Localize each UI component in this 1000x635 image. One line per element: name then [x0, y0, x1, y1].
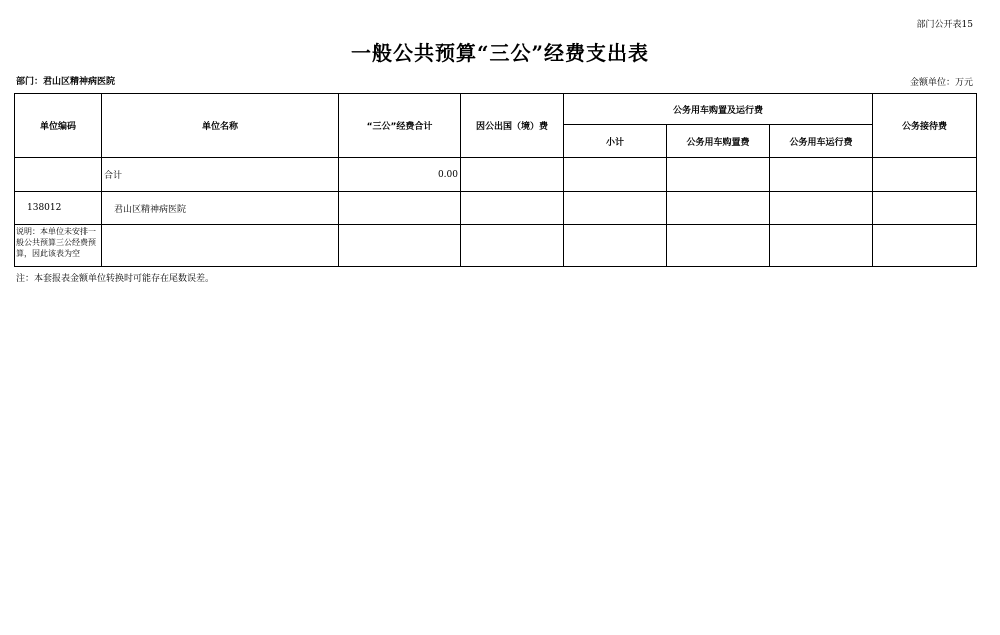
cell-note-empty: [770, 225, 873, 267]
cell-note-empty: [339, 225, 461, 267]
column-header-vehicle-subtotal: 小计: [564, 125, 667, 158]
column-header-vehicle-operation: 公务用车运行费: [770, 125, 873, 158]
table-row-note: [15, 225, 977, 267]
cell-note: [15, 225, 102, 267]
table-row-unit: [15, 192, 977, 225]
header-row: [15, 94, 977, 125]
footnote: 注：本套报表金额单位转换时可能存在尾数误差。: [16, 274, 215, 284]
column-header-unit-code: 单位编码: [15, 94, 102, 158]
column-header-reception: 公务接待费: [873, 94, 977, 158]
cell-unit-overseas: [461, 192, 564, 225]
column-header-vehicle-purchase: 公务用车购置费: [667, 125, 770, 158]
cell-unit-vehicle-subtotal: [564, 192, 667, 225]
column-header-three-public-total: “三公”经费合计: [339, 94, 461, 158]
cell-total-unit-name: 合计: [102, 158, 339, 192]
cell-unit-name: 君山区精神病医院: [102, 192, 339, 225]
cell-unit-vehicle-purchase: [667, 192, 770, 225]
cell-total-vehicle-subtotal: [564, 158, 667, 192]
cell-note-empty: [461, 225, 564, 267]
cell-total-unit-code: [15, 158, 102, 192]
cell-note-empty: [667, 225, 770, 267]
table-row-total: [15, 158, 977, 192]
three-public-expense-table: [14, 93, 977, 267]
cell-note-empty: [102, 225, 339, 267]
cell-total-overseas: [461, 158, 564, 192]
cell-total-reception: [873, 158, 977, 192]
cell-unit-vehicle-operation: [770, 192, 873, 225]
cell-unit-three-public-total: [339, 192, 461, 225]
cell-unit-reception: [873, 192, 977, 225]
cell-total-vehicle-operation: [770, 158, 873, 192]
column-header-vehicle-group: 公务用车购置及运行费: [564, 94, 873, 125]
column-header-overseas: 因公出国（境）费: [461, 94, 564, 158]
note-text: 说明：本单位未安排一般公共预算三公经费预算，因此该表为空: [16, 227, 96, 258]
cell-note-empty: [564, 225, 667, 267]
cell-total-vehicle-purchase: [667, 158, 770, 192]
department-label: 部门：君山区精神病医院: [16, 77, 116, 87]
cell-unit-code: 138012: [15, 192, 102, 225]
form-number: 部门公开表15: [916, 20, 973, 30]
cell-total-three-public-total: 0.00: [339, 158, 461, 192]
amount-unit-label: 金额单位：万元: [909, 78, 973, 88]
cell-note-empty: [873, 225, 977, 267]
page-title: 一般公共预算“三公”经费支出表: [350, 41, 649, 65]
column-header-unit-name: 单位名称: [102, 94, 339, 158]
